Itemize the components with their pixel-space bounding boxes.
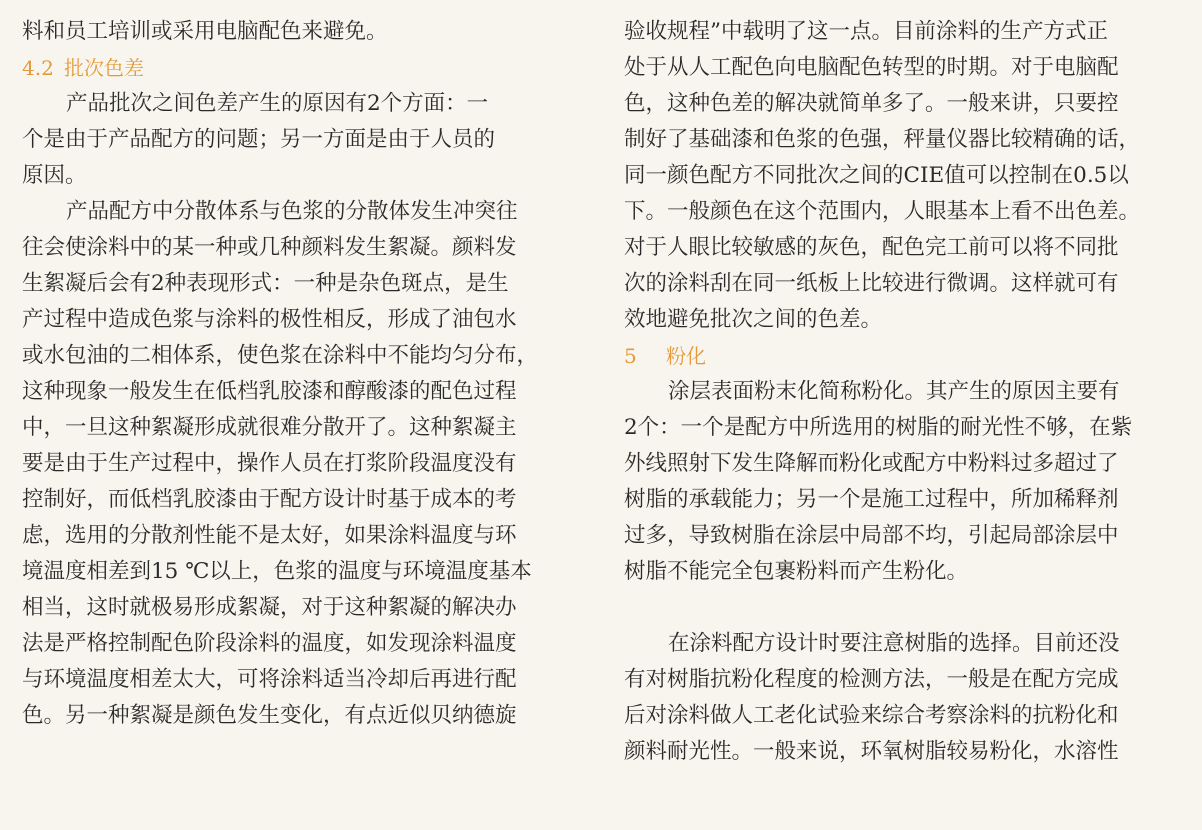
paragraph-line: 产品配方中分散体系与色浆的分散体发生冲突往 (66, 199, 518, 224)
paragraph-line: 颜料耐光性。一般来说，环氧树脂较易粉化，水溶性 (624, 739, 1119, 764)
paragraph-gap (624, 590, 1190, 626)
paragraph-line: 要是由于生产过程中，操作人员在打浆阶段温度没有 (22, 451, 517, 476)
section-number: 4.2 (22, 56, 54, 80)
paragraph-line: 同一颜色配方不同批次之间的CIE值可以控制在0.5以 (624, 163, 1129, 188)
paragraph-line: 处于从人工配色向电脑配色转型的时期。对于电脑配 (624, 55, 1119, 80)
paragraph-line: 相当，这时就极易形成絮凝，对于这种絮凝的解决办 (22, 595, 517, 620)
paragraph-line: 树脂不能完全包裹粉料而产生粉化。 (624, 559, 969, 584)
paragraph-line: 产过程中造成色浆与涂料的极性相反，形成了油包水 (22, 307, 517, 332)
paragraph-line: 原因。 (22, 163, 87, 188)
paragraph-line: 生絮凝后会有2种表现形式：一种是杂色斑点，是生 (22, 271, 509, 296)
paragraph-line: 中，一旦这种絮凝形成就很难分散开了。这种絮凝主 (22, 415, 517, 440)
paragraph-line: 后对涂料做人工老化试验来综合考察涂料的抗粉化和 (624, 703, 1119, 728)
section-number: 5 (624, 344, 637, 368)
paragraph-line: 验收规程”中载明了这一点。目前涂料的生产方式正 (624, 19, 1108, 44)
paragraph-line: 个是由于产品配方的问题；另一方面是由于人员的 (22, 127, 496, 152)
section-heading-4-2 (22, 50, 582, 86)
paragraph-line: 在涂料配方设计时要注意树脂的选择。目前还没 (668, 631, 1120, 656)
paragraph-line: 色。另一种絮凝是颜色发生变化，有点近似贝纳德旋 (22, 703, 517, 728)
left-column (22, 14, 582, 734)
paragraph-line: 次的涂料刮在同一纸板上比较进行微调。这样就可有 (624, 271, 1119, 296)
section-title: 批次色差 (64, 56, 144, 80)
paragraph-line: 效地避免批次之间的色差。 (624, 307, 883, 332)
paragraph-line: 外线照射下发生降解而粉化或配方中粉料过多超过了 (624, 451, 1119, 476)
paragraph-line: 境温度相差到15 ℃以上，色浆的温度与环境温度基本 (22, 559, 532, 584)
paragraph-line: 产品批次之间色差产生的原因有2个方面：一 (66, 91, 489, 116)
paragraph-line: 往会使涂料中的某一种或几种颜料发生絮凝。颜料发 (22, 235, 517, 260)
paragraph-line: 2个：一个是配方中所选用的树脂的耐光性不够，在紫 (624, 415, 1133, 440)
right-column (624, 14, 1190, 770)
paragraph-line: 过多，导致树脂在涂层中局部不均，引起局部涂层中 (624, 523, 1119, 548)
paragraph-line: 树脂的承载能力；另一个是施工过程中，所加稀释剂 (624, 487, 1119, 512)
paragraph-line: 或水包油的二相体系，使色浆在涂料中不能均匀分布， (22, 343, 539, 368)
paragraph-line: 制好了基础漆和色浆的色强，秤量仪器比较精确的话， (624, 127, 1141, 152)
paragraph-line: 法是严格控制配色阶段涂料的温度，如发现涂料温度 (22, 631, 517, 656)
paragraph-line: 料和员工培训或采用电脑配色来避免。 (22, 19, 388, 44)
paragraph-line: 与环境温度相差太大，可将涂料适当冷却后再进行配 (22, 667, 517, 692)
section-title: 粉化 (666, 344, 706, 368)
paragraph-line: 对于人眼比较敏感的灰色，配色完工前可以将不同批 (624, 235, 1119, 260)
section-heading-5 (624, 338, 1190, 374)
paragraph-line: 下。一般颜色在这个范围内，人眼基本上看不出色差。 (624, 199, 1141, 224)
paragraph-line: 这种现象一般发生在低档乳胶漆和醇酸漆的配色过程 (22, 379, 517, 404)
paragraph-line: 色，这种色差的解决就简单多了。一般来讲，只要控 (624, 91, 1119, 116)
paragraph-line: 涂层表面粉末化简称粉化。其产生的原因主要有 (668, 379, 1120, 404)
paragraph-line: 虑，选用的分散剂性能不是太好，如果涂料温度与环 (22, 523, 517, 548)
paragraph-line: 控制好，而低档乳胶漆由于配方设计时基于成本的考 (22, 487, 517, 512)
paragraph-line: 有对树脂抗粉化程度的检测方法，一般是在配方完成 (624, 667, 1119, 692)
